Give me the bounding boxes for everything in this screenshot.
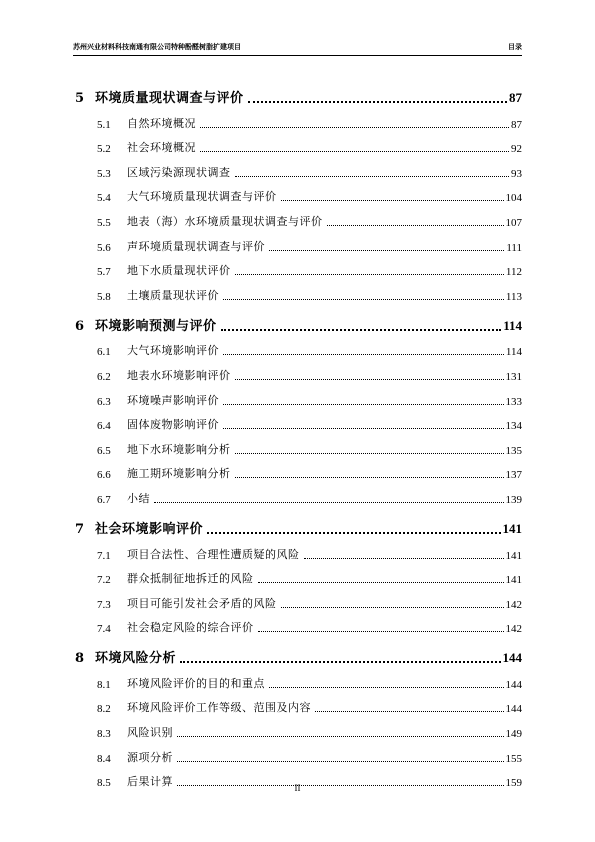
toc-dot-leader	[207, 532, 500, 534]
toc-entry-title: 环境风险评价工作等级、范围及内容	[127, 701, 311, 715]
toc-chapter-entry[interactable]	[73, 635, 522, 666]
toc-chapter-entry[interactable]	[73, 303, 522, 334]
toc-entry-title: 群众抵制征地拆迁的风险	[127, 572, 254, 586]
toc-dot-leader	[248, 101, 507, 103]
toc-entry-page: 141	[505, 574, 522, 587]
toc-section-entry[interactable]	[73, 254, 522, 279]
toc-entry-page: 87	[509, 90, 522, 105]
toc-entry-page: 159	[505, 777, 522, 790]
toc-entry-page: 114	[505, 346, 522, 359]
toc-entry-title: 大气环境影响评价	[127, 344, 219, 358]
page-number: II	[294, 783, 301, 793]
toc-entry-page: 87	[511, 118, 522, 131]
toc-entry-title: 大气环境质量现状调查与评价	[127, 190, 277, 204]
toc-section-entry[interactable]	[73, 537, 522, 562]
toc-entry-page: 135	[505, 444, 522, 457]
toc-entry-number: 7	[75, 521, 85, 537]
toc-entry-number: 5.8	[97, 290, 111, 303]
toc-section-entry[interactable]	[73, 562, 522, 587]
toc-section-entry[interactable]	[73, 715, 522, 740]
toc-entry-page: 134	[505, 420, 522, 433]
header-section-label: 目录	[508, 43, 522, 51]
toc-entry-page: 139	[505, 493, 522, 506]
toc-dot-leader	[221, 329, 502, 331]
toc-entry-number: 6.5	[97, 444, 111, 457]
toc-entry-title: 项目可能引发社会矛盾的风险	[127, 596, 277, 610]
toc-dot-leader	[269, 687, 504, 688]
toc-entry-page: 93	[511, 167, 522, 180]
toc-section-entry[interactable]	[73, 740, 522, 765]
toc-entry-page: 112	[505, 266, 522, 279]
toc-entry-title: 地下水质量现状评价	[127, 264, 231, 278]
header-project-title: 苏州兴业材料科技南通有限公司特种酚醛树脂扩建项目	[73, 43, 241, 51]
toc-entry-page: 142	[505, 623, 522, 636]
toc-chapter-entry[interactable]	[73, 506, 522, 537]
toc-dot-leader	[177, 761, 504, 762]
toc-entry-page: 107	[505, 216, 522, 229]
toc-entry-page: 144	[505, 678, 522, 691]
toc-entry-number: 6.7	[97, 493, 111, 506]
toc-section-entry[interactable]	[73, 432, 522, 457]
toc-section-entry[interactable]	[73, 611, 522, 636]
toc-entry-page: 92	[511, 143, 522, 156]
toc-dot-leader	[315, 711, 504, 712]
toc-dot-leader	[235, 453, 504, 454]
toc-entry-number: 6.2	[97, 370, 111, 383]
toc-dot-leader	[200, 151, 509, 152]
page-header	[73, 42, 522, 56]
toc-section-entry[interactable]	[73, 180, 522, 205]
table-of-contents	[73, 75, 522, 789]
toc-entry-page: 141	[502, 520, 522, 536]
toc-entry-title: 源项分析	[127, 750, 173, 764]
toc-section-entry[interactable]	[73, 155, 522, 180]
toc-entry-number: 5	[75, 91, 85, 106]
toc-entry-title: 项目合法性、合理性遭质疑的风险	[127, 547, 300, 561]
toc-entry-page: 137	[505, 469, 522, 482]
toc-entry-title: 环境风险分析	[95, 651, 177, 667]
toc-entry-title: 环境影响预测与评价	[95, 318, 217, 334]
toc-entry-page: 144	[505, 703, 522, 716]
toc-dot-leader	[235, 477, 504, 478]
toc-entry-number: 7.2	[97, 574, 111, 587]
toc-entry-title: 社会环境影响评价	[95, 521, 204, 537]
toc-dot-leader	[235, 176, 510, 177]
toc-section-entry[interactable]	[73, 278, 522, 303]
toc-entry-title: 地表水环境影响评价	[127, 368, 231, 382]
toc-entry-title: 地下水环境影响分析	[127, 442, 231, 456]
toc-entry-title: 自然环境概况	[127, 116, 196, 130]
toc-entry-title: 环境噪声影响评价	[127, 393, 219, 407]
toc-entry-page: 111	[506, 241, 522, 254]
toc-entry-number: 6.4	[97, 420, 111, 433]
toc-entry-number: 8.4	[97, 752, 111, 765]
toc-section-entry[interactable]	[73, 204, 522, 229]
toc-entry-number: 5.7	[97, 266, 111, 279]
toc-entry-page: 142	[505, 598, 522, 611]
toc-entry-page: 131	[505, 370, 522, 383]
toc-entry-title: 环境质量现状调查与评价	[95, 91, 244, 106]
toc-entry-number: 6	[75, 318, 85, 334]
toc-entry-title: 施工期环境影响分析	[127, 467, 231, 481]
toc-section-entry[interactable]	[73, 229, 522, 254]
toc-entry-title: 地表（海）水环境质量现状调查与评价	[127, 214, 323, 228]
toc-section-entry[interactable]	[73, 106, 522, 131]
toc-entry-title: 固体废物影响评价	[127, 418, 219, 432]
toc-dot-leader	[223, 299, 504, 300]
toc-entry-number: 8.5	[97, 777, 111, 790]
toc-section-entry[interactable]	[73, 408, 522, 433]
toc-entry-number: 5.6	[97, 241, 111, 254]
toc-section-entry[interactable]	[73, 481, 522, 506]
toc-chapter-entry[interactable]	[73, 75, 522, 106]
toc-dot-leader	[223, 428, 504, 429]
toc-dot-leader	[269, 250, 504, 251]
toc-entry-number: 7.3	[97, 598, 111, 611]
toc-section-entry[interactable]	[73, 131, 522, 156]
toc-entry-title: 社会环境概况	[127, 141, 196, 155]
toc-entry-number: 5.2	[97, 143, 111, 156]
toc-section-entry[interactable]	[73, 666, 522, 691]
toc-entry-page: 149	[505, 728, 522, 741]
toc-entry-title: 社会稳定风险的综合评价	[127, 621, 254, 635]
toc-entry-number: 5.5	[97, 216, 111, 229]
toc-section-entry[interactable]	[73, 358, 522, 383]
toc-entry-number: 5.3	[97, 167, 111, 180]
toc-dot-leader	[327, 225, 504, 226]
toc-entry-number: 8.1	[97, 678, 111, 691]
toc-entry-title: 风险识别	[127, 726, 173, 740]
toc-dot-leader	[304, 558, 504, 559]
toc-entry-number: 5.1	[97, 118, 111, 131]
toc-entry-title: 区域污染源现状调查	[127, 165, 231, 179]
toc-entry-page: 141	[505, 549, 522, 562]
toc-section-entry[interactable]	[73, 586, 522, 611]
toc-entry-page: 113	[505, 290, 522, 303]
toc-dot-leader	[177, 736, 504, 737]
toc-entry-title: 小结	[127, 491, 150, 505]
toc-section-entry[interactable]	[73, 691, 522, 716]
toc-entry-page: 155	[505, 752, 522, 765]
toc-dot-leader	[281, 607, 504, 608]
toc-dot-leader	[235, 379, 504, 380]
toc-dot-leader	[154, 502, 504, 503]
toc-entry-title: 土壤质量现状评价	[127, 288, 219, 302]
toc-dot-leader	[281, 200, 504, 201]
toc-section-entry[interactable]	[73, 383, 522, 408]
toc-entry-page: 133	[505, 395, 522, 408]
toc-dot-leader	[223, 404, 504, 405]
toc-entry-number: 6.3	[97, 395, 111, 408]
toc-dot-leader	[223, 354, 504, 355]
toc-entry-title: 声环境质量现状调查与评价	[127, 239, 265, 253]
toc-entry-number: 6.1	[97, 346, 111, 359]
toc-entry-number: 5.4	[97, 192, 111, 205]
toc-dot-leader	[200, 127, 509, 128]
toc-entry-title: 后果计算	[127, 775, 173, 789]
toc-entry-number: 8.3	[97, 728, 111, 741]
toc-entry-number: 7.4	[97, 623, 111, 636]
toc-dot-leader	[180, 661, 500, 663]
header-divider	[73, 55, 522, 56]
toc-entry-number: 8	[75, 651, 85, 667]
toc-dot-leader	[258, 582, 504, 583]
toc-entry-number: 6.6	[97, 469, 111, 482]
toc-entry-page: 104	[505, 192, 522, 205]
toc-entry-page: 144	[502, 650, 522, 666]
toc-dot-leader	[235, 274, 504, 275]
toc-dot-leader	[258, 631, 504, 632]
toc-entry-page: 114	[503, 317, 522, 333]
toc-entry-number: 7.1	[97, 549, 111, 562]
toc-section-entry[interactable]	[73, 457, 522, 482]
toc-section-entry[interactable]	[73, 334, 522, 359]
toc-entry-number: 8.2	[97, 703, 111, 716]
toc-entry-title: 环境风险评价的目的和重点	[127, 676, 265, 690]
